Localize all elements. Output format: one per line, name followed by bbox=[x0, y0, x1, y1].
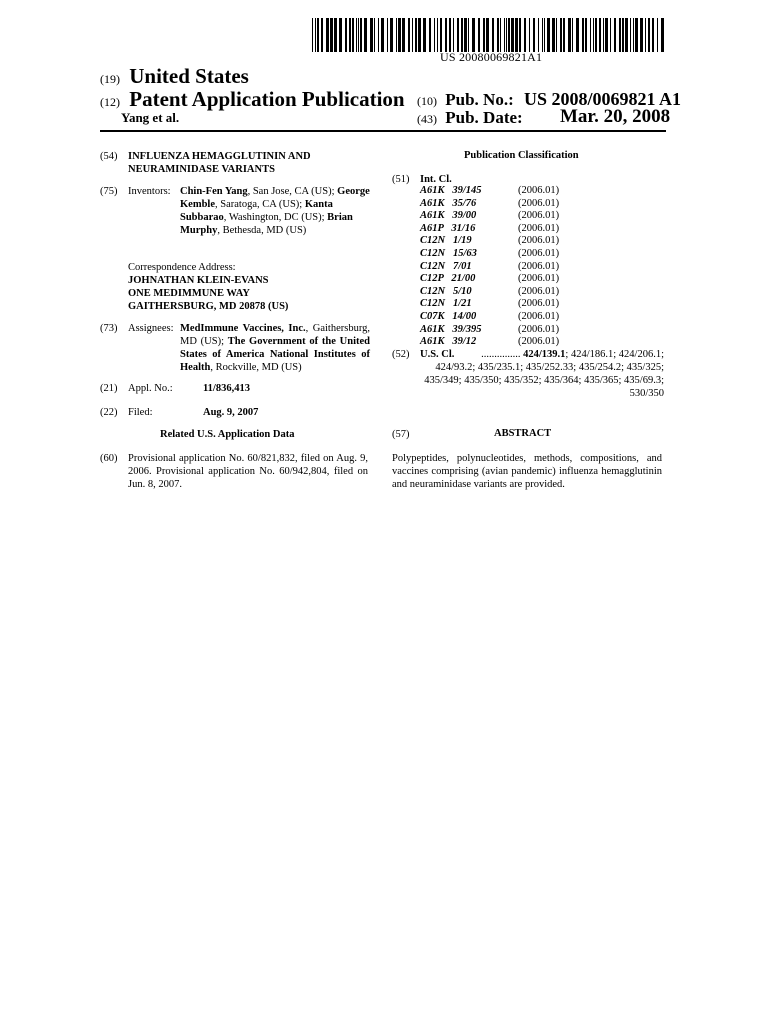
title-code: (54) bbox=[100, 151, 118, 162]
int-cl-code: (51) bbox=[392, 174, 410, 185]
filed-code: (22) bbox=[100, 407, 118, 418]
int-cl-class: A61P 31/16 bbox=[420, 222, 476, 234]
us-cl-main: 424/139.1 bbox=[523, 349, 566, 360]
appl-label: Appl. No.: bbox=[128, 383, 173, 394]
correspondence-block bbox=[128, 261, 368, 313]
authors: Yang et al. bbox=[121, 110, 180, 125]
assignees-label: Assignees: bbox=[128, 323, 174, 334]
correspondence-line: JOHNATHAN KLEIN-EVANS bbox=[128, 275, 269, 286]
inventors-list bbox=[180, 185, 370, 237]
us-cl-label: U.S. Cl. bbox=[420, 349, 455, 360]
abstract-heading: ABSTRACT bbox=[494, 428, 552, 439]
inventor-location: , Saratoga, CA (US); bbox=[215, 199, 305, 210]
assignee-name: MedImmune Vaccines, Inc. bbox=[180, 323, 306, 334]
assignees-code: (73) bbox=[100, 323, 118, 334]
inventors-label: Inventors: bbox=[128, 186, 171, 197]
inventors-code: (75) bbox=[100, 186, 118, 197]
int-cl-year: (2006.01) bbox=[518, 323, 560, 335]
assignee-name: The Government of the United States of America National Institutes of Health bbox=[180, 336, 370, 373]
int-cl-year: (2006.01) bbox=[518, 336, 560, 348]
pub-no: US 2008/0069821 A1 bbox=[523, 89, 682, 109]
inventor-name: Brian Murphy bbox=[180, 212, 353, 236]
filed-label: Filed: bbox=[128, 407, 153, 418]
int-cl-year: (2006.01) bbox=[518, 298, 560, 310]
correspondence-line: GAITHERSBURG, MD 20878 (US) bbox=[128, 301, 289, 312]
int-cl-class: C12N 15/63 bbox=[420, 247, 477, 259]
int-cl-class: C12N 1/21 bbox=[420, 298, 472, 310]
header-rule bbox=[100, 130, 666, 132]
appl-code: (21) bbox=[100, 383, 118, 394]
pub-date-code: (43) bbox=[417, 112, 437, 126]
int-cl-row bbox=[420, 210, 559, 223]
int-cl-label: Int. Cl. bbox=[420, 174, 452, 185]
int-cl-row bbox=[420, 248, 559, 261]
int-cl-class: C12N 1/19 bbox=[420, 235, 472, 247]
filed-date: Aug. 9, 2007 bbox=[203, 407, 259, 418]
provisional-text: Provisional application No. 60/821,832, filed on Aug. 9, 2006. Provisional application No. 60/942,804, filed on Jun. 8, 2007. bbox=[128, 453, 368, 490]
int-cl-row bbox=[420, 261, 559, 274]
assignees-list bbox=[180, 322, 370, 374]
int-cl-row bbox=[420, 311, 559, 324]
pub-date: Mar. 20, 2008 bbox=[560, 106, 671, 127]
int-cl-year: (2006.01) bbox=[518, 247, 560, 259]
publication-classification-heading: Publication Classification bbox=[464, 150, 579, 161]
int-cl-class: C12N 7/01 bbox=[420, 260, 472, 272]
us-cl-code: (52) bbox=[392, 349, 410, 360]
us-cl-block bbox=[420, 348, 664, 400]
assignee-location: , Rockville, MD (US) bbox=[210, 362, 302, 373]
us-cl-dots: ............... bbox=[481, 349, 521, 360]
provisional-code: (60) bbox=[100, 453, 118, 464]
int-cl-year: (2006.01) bbox=[518, 260, 560, 272]
abstract-code: (57) bbox=[392, 429, 410, 440]
int-cl-year: (2006.01) bbox=[518, 197, 560, 209]
pub-no-label: Pub. No.: bbox=[445, 90, 514, 109]
int-cl-class: A61K 39/145 bbox=[420, 185, 482, 196]
int-cl-year: (2006.01) bbox=[518, 222, 560, 234]
inventor-location: , Washington, DC (US); bbox=[223, 212, 328, 223]
country-code: (19) bbox=[100, 72, 120, 86]
us-cl-rest: ; 424/186.1; 424/206.1; 424/93.2; 435/235.1; 435/252.33; 435/254.2; 435/325; 435/349; 435/350; 435/352; 435/364; 435/365; 435/69.3; 530/350 bbox=[424, 349, 664, 399]
barcode bbox=[312, 18, 664, 52]
pub-date-line bbox=[417, 108, 523, 128]
country: United States bbox=[129, 64, 249, 88]
assignee-location: , Gaithersburg, MD (US); bbox=[180, 323, 370, 347]
pub-date-label: Pub. Date: bbox=[445, 108, 523, 127]
int-cl-year: (2006.01) bbox=[518, 235, 560, 247]
filed-line bbox=[128, 406, 259, 419]
int-cl-row bbox=[420, 336, 559, 349]
int-cl-year: (2006.01) bbox=[518, 310, 560, 322]
inventor-location: , Bethesda, MD (US) bbox=[217, 225, 307, 236]
int-cl-row bbox=[420, 235, 559, 248]
barcode-number: US 20080069821A1 bbox=[440, 50, 543, 64]
int-cl-class: C12P 21/00 bbox=[420, 273, 476, 285]
kind-line bbox=[100, 87, 405, 112]
kind-code: (12) bbox=[100, 95, 120, 109]
appl-number: 11/836,413 bbox=[203, 383, 250, 394]
int-cl-class: C12N 5/10 bbox=[420, 285, 472, 297]
int-cl-row bbox=[420, 298, 559, 311]
application-number-line bbox=[128, 382, 250, 395]
int-cl-year: (2006.01) bbox=[518, 185, 560, 196]
country-line bbox=[100, 64, 249, 89]
int-cl-table bbox=[420, 185, 559, 349]
int-cl-year: (2006.01) bbox=[518, 285, 560, 297]
publication-kind: Patent Application Publication bbox=[129, 87, 405, 111]
int-cl-class: A61K 39/00 bbox=[420, 210, 477, 222]
int-cl-year: (2006.01) bbox=[518, 210, 560, 222]
inventor-name: Kanta Subbarao bbox=[180, 199, 333, 223]
pub-no-code: (10) bbox=[417, 94, 437, 108]
int-cl-row bbox=[420, 185, 559, 198]
related-data-heading: Related U.S. Application Data bbox=[160, 429, 295, 440]
inventor-name: George Kemble bbox=[180, 186, 370, 210]
invention-title: INFLUENZA HEMAGGLUTININ AND NEURAMINIDASE VARIANTS bbox=[128, 151, 311, 175]
int-cl-class: C07K 14/00 bbox=[420, 310, 477, 322]
inventor-name: Chin-Fen Yang bbox=[180, 186, 248, 197]
int-cl-row bbox=[420, 198, 559, 211]
correspondence-line: ONE MEDIMMUNE WAY bbox=[128, 288, 250, 299]
int-cl-row bbox=[420, 273, 559, 286]
inventor-location: , San Jose, CA (US); bbox=[247, 186, 338, 197]
int-cl-class: A61K 39/12 bbox=[420, 336, 477, 348]
int-cl-year: (2006.01) bbox=[518, 273, 560, 285]
int-cl-row bbox=[420, 286, 559, 299]
int-cl-row bbox=[420, 223, 559, 236]
int-cl-class: A61K 39/395 bbox=[420, 323, 482, 335]
abstract-text: Polypeptides, polynucleotides, methods, compositions, and vaccines comprising (avian pandemic) influenza hemagglutinin and neuraminidase variants are provided. bbox=[392, 453, 662, 490]
correspondence-label: Correspondence Address: bbox=[128, 262, 236, 273]
int-cl-class: A61K 35/76 bbox=[420, 197, 477, 209]
int-cl-row bbox=[420, 324, 559, 337]
